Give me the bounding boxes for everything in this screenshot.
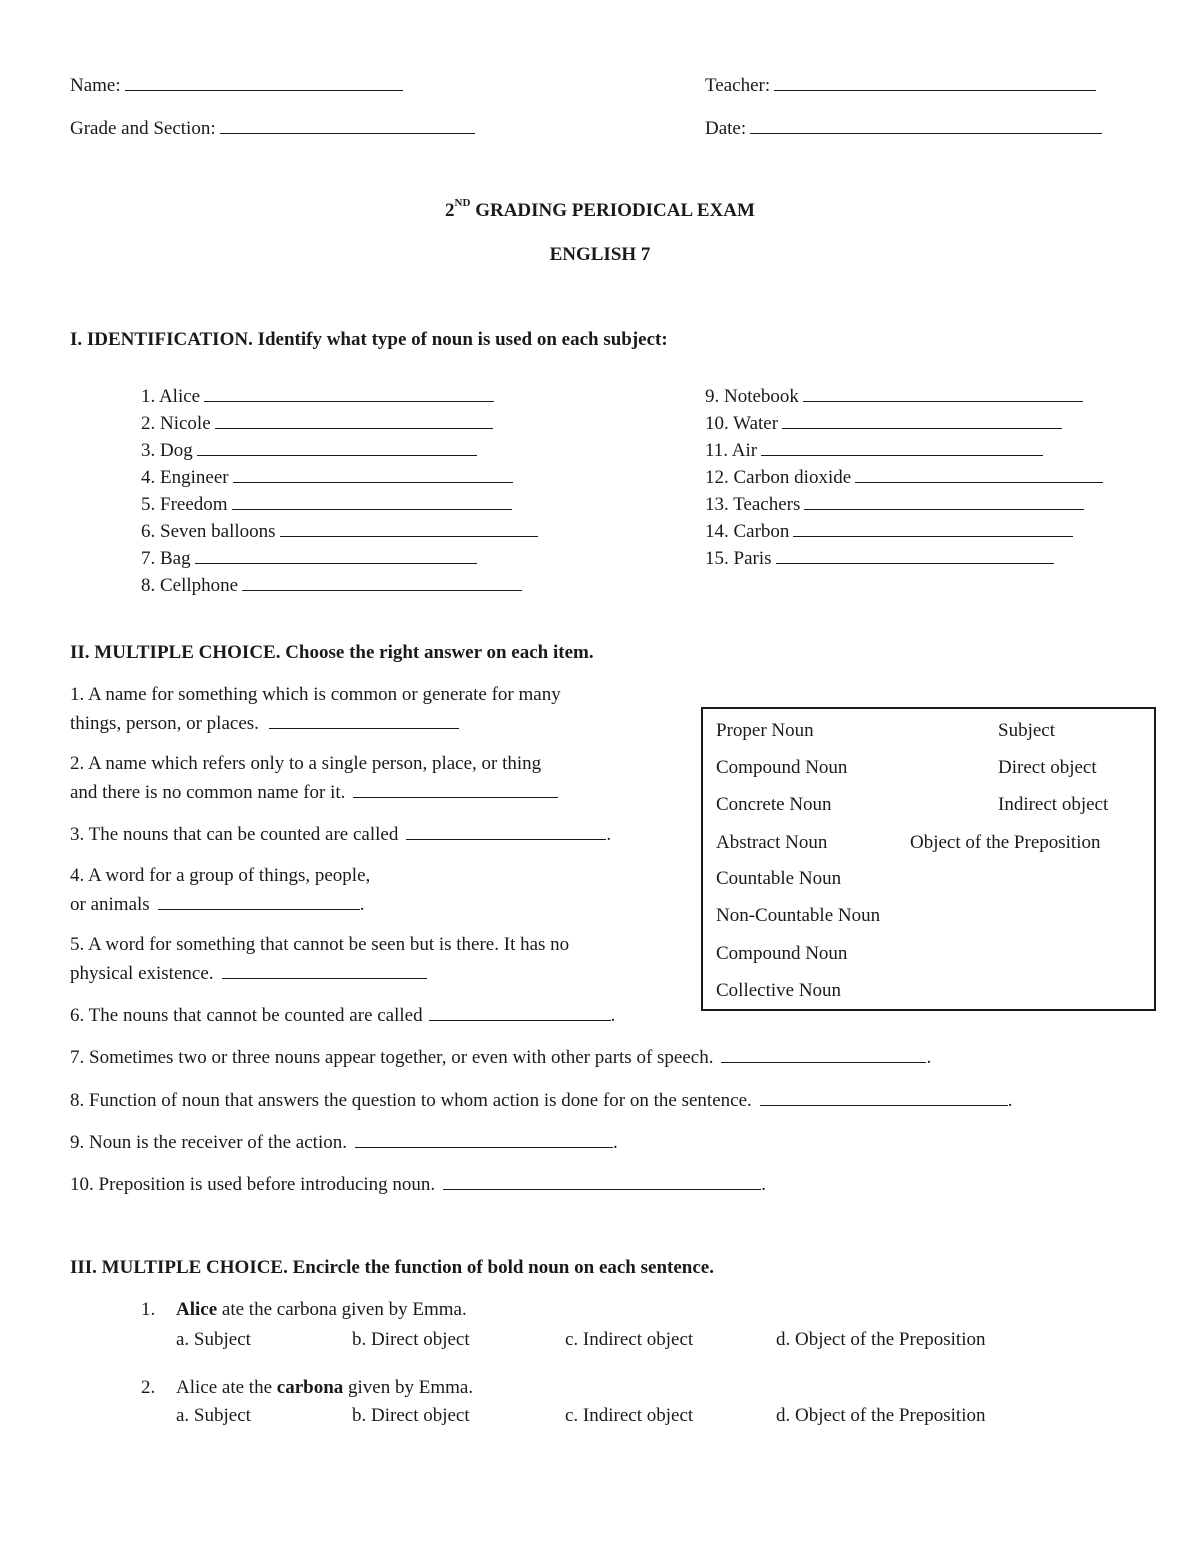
identification-item[interactable] [141,439,477,460]
answer-blank[interactable] [443,1173,761,1190]
option-d[interactable]: d. Object of the Preposition [776,1329,986,1350]
item-label: 11. Air [705,440,758,461]
grade-label: Grade and Section: [70,118,216,139]
question-5-line1: 5. A word for something that cannot be seen but is there. It has no [70,934,570,955]
name-blank[interactable] [125,74,403,91]
item-label: 3. Dog [141,440,193,461]
answer-blank[interactable] [855,466,1103,483]
question-8[interactable]: 8. Function of noun that answers the question to whom action is done for on the sentence. . [70,1090,1013,1111]
identification-item[interactable] [705,385,1083,406]
question-4-line1: 4. A word for a group of things, people, [70,865,371,886]
part3-item-2-number: 2. [141,1377,156,1398]
choice-left: Abstract Noun [716,832,828,853]
grade-field[interactable] [70,117,475,138]
item-label: 6. Seven balloons [141,521,276,542]
title-number: 2 [445,200,455,221]
choice-left: Concrete Noun [716,794,832,815]
teacher-field[interactable] [705,74,1096,95]
item-label: 5. Freedom [141,494,228,515]
identification-item[interactable] [141,547,477,568]
question-2-line1: 2. A name which refers only to a single person, place, or thing [70,753,542,774]
identification-item[interactable] [705,520,1073,541]
date-blank[interactable] [750,117,1102,134]
question-9[interactable]: 9. Noun is the receiver of the action. . [70,1132,618,1153]
teacher-label: Teacher: [705,75,771,96]
choice-left: Non-Countable Noun [716,905,881,926]
item-label: 7. Bag [141,548,191,569]
grade-blank[interactable] [220,117,475,134]
part1-heading: I. IDENTIFICATION. Identify what type of noun is used on each subject: [70,329,668,350]
part3-item-1-number: 1. [141,1299,156,1320]
choice-left: Compound Noun [716,943,848,964]
choice-left: Proper Noun [716,720,814,741]
answer-blank[interactable] [793,520,1073,537]
teacher-blank[interactable] [774,74,1096,91]
identification-item[interactable] [141,520,538,541]
date-field[interactable] [705,117,1102,138]
choices-box [701,707,1156,1011]
answer-blank[interactable] [204,385,494,402]
question-4-line2[interactable]: or animals . [70,894,365,915]
date-label: Date: [705,118,747,139]
answer-blank[interactable] [233,466,513,483]
identification-item[interactable] [705,547,1054,568]
choice-right: Object of the Preposition [910,832,1101,853]
item-label: 1. Alice [141,386,201,407]
question-6[interactable]: 6. The nouns that cannot be counted are called . [70,1005,616,1026]
question-3[interactable]: 3. The nouns that can be counted are called . [70,824,612,845]
item-label: 4. Engineer [141,467,229,488]
answer-blank[interactable] [760,1089,1008,1106]
name-label: Name: [70,75,121,96]
identification-item[interactable] [141,412,493,433]
item-label: 9. Notebook [705,386,799,407]
answer-blank[interactable] [803,385,1083,402]
answer-blank[interactable] [269,712,459,729]
option-d[interactable]: d. Object of the Preposition [776,1405,986,1426]
option-a[interactable]: a. Subject [176,1329,251,1350]
answer-blank[interactable] [782,412,1062,429]
answer-blank[interactable] [242,574,522,591]
answer-blank[interactable] [429,1004,611,1021]
option-b[interactable]: b. Direct object [352,1405,470,1426]
identification-item[interactable] [705,439,1043,460]
title-superscript: ND [454,197,471,209]
answer-blank[interactable] [197,439,477,456]
exam-title [0,197,1200,221]
option-c[interactable]: c. Indirect object [565,1329,694,1350]
choice-left: Compound Noun [716,757,848,778]
answer-blank[interactable] [222,962,427,979]
item-label: 15. Paris [705,548,772,569]
choice-left: Countable Noun [716,868,842,889]
question-1-line1: 1. A name for something which is common or generate for many [70,684,561,705]
identification-item[interactable] [141,385,494,406]
part3-item-1-sentence: Alice ate the carbona given by Emma. [176,1299,467,1320]
item-label: 13. Teachers [705,494,801,515]
answer-blank[interactable] [355,1131,613,1148]
bold-noun: carbona [276,1377,344,1398]
part3-item-2-sentence: Alice ate the carbona given by Emma. [176,1377,474,1398]
question-2-line2[interactable]: and there is no common name for it. [70,781,558,802]
answer-blank[interactable] [215,412,493,429]
item-label: 12. Carbon dioxide [705,467,852,488]
identification-item[interactable] [705,493,1084,514]
item-label: 10. Water [705,413,779,434]
choice-left: Collective Noun [716,980,842,1001]
answer-blank[interactable] [776,547,1054,564]
answer-blank[interactable] [804,493,1084,510]
identification-item[interactable] [705,466,1103,487]
bold-noun: Alice [176,1299,218,1320]
option-a[interactable]: a. Subject [176,1405,251,1426]
answer-blank[interactable] [280,520,538,537]
identification-item[interactable] [141,574,522,595]
answer-blank[interactable] [721,1046,926,1063]
answer-blank[interactable] [195,547,477,564]
answer-blank[interactable] [406,823,606,840]
question-10[interactable]: 10. Preposition is used before introducing noun. . [70,1174,766,1195]
answer-blank[interactable] [232,493,512,510]
question-7[interactable]: 7. Sometimes two or three nouns appear together, or even with other parts of speech. . [70,1047,932,1068]
option-b[interactable]: b. Direct object [352,1329,470,1350]
answer-blank[interactable] [353,781,558,798]
part3-heading: III. MULTIPLE CHOICE. Encircle the function of bold noun on each sentence. [70,1257,714,1278]
question-5-line2[interactable]: physical existence. [70,962,427,983]
item-label: 8. Cellphone [141,575,239,596]
answer-blank[interactable] [761,439,1043,456]
item-label: 14. Carbon [705,521,790,542]
choice-right: Subject [998,720,1055,741]
answer-blank[interactable] [158,893,360,910]
part2-heading: II. MULTIPLE CHOICE. Choose the right answer on each item. [70,642,594,663]
title-rest: GRADING PERIODICAL EXAM [470,200,755,221]
exam-subject: ENGLISH 7 [549,244,651,265]
identification-item[interactable] [705,412,1062,433]
item-label: 2. Nicole [141,413,211,434]
name-field[interactable] [70,74,403,95]
choice-right: Direct object [998,757,1097,778]
identification-item[interactable] [141,493,512,514]
identification-item[interactable] [141,466,513,487]
question-1-line2[interactable]: things, person, or places. [70,712,459,733]
choice-right: Indirect object [998,794,1109,815]
option-c[interactable]: c. Indirect object [565,1405,694,1426]
